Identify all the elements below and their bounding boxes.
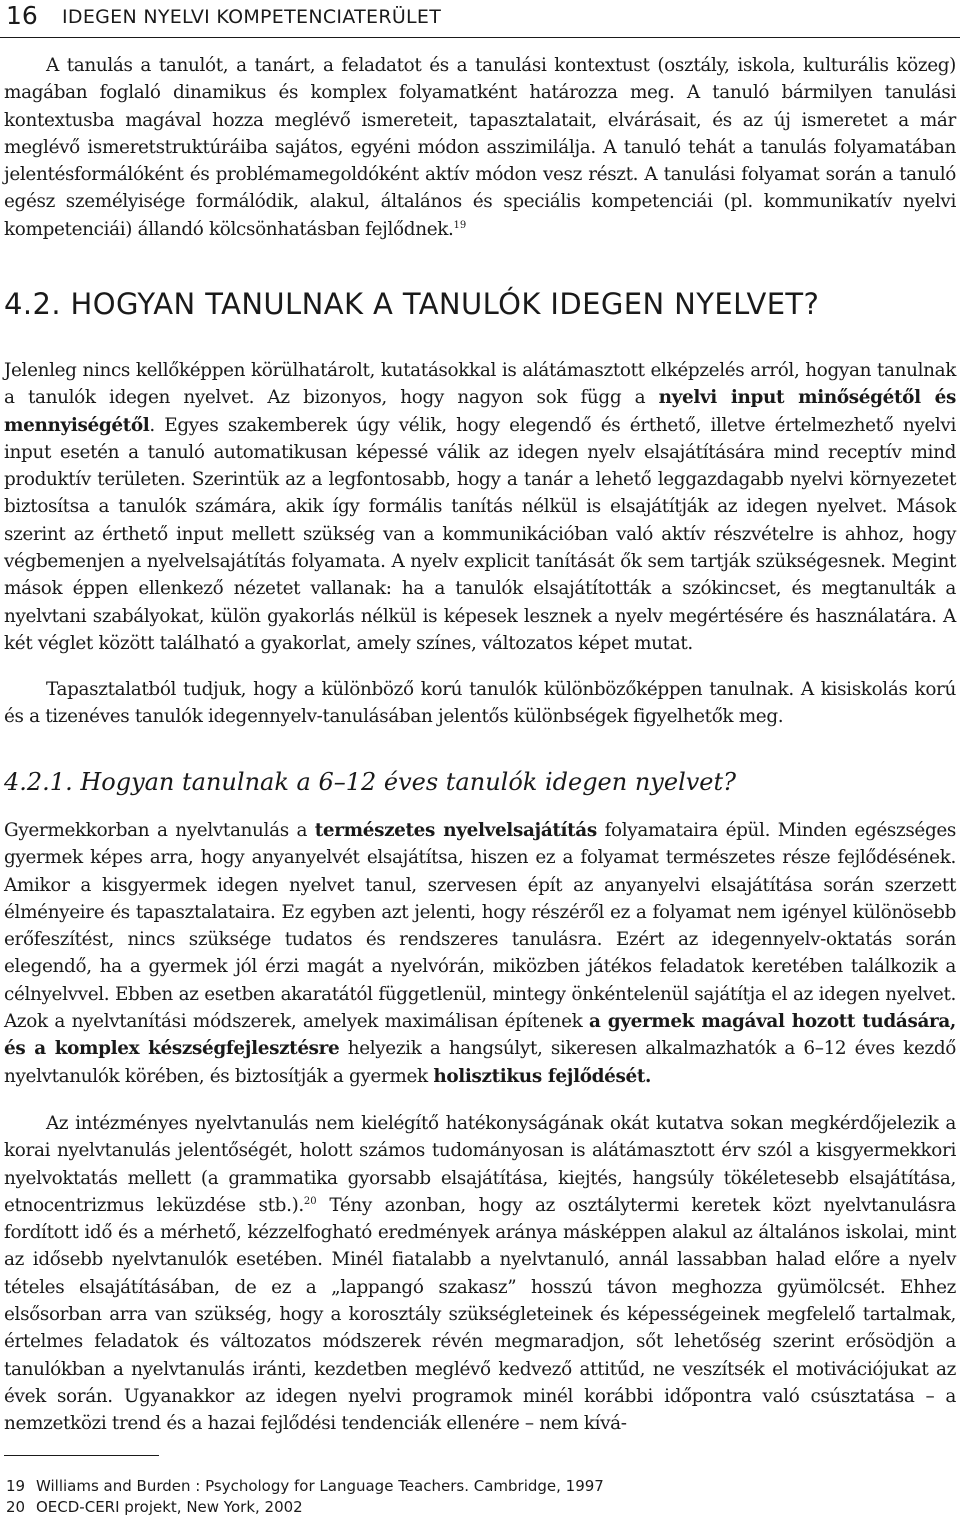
- intro-paragraph: [4, 52, 956, 243]
- page-number: 16: [6, 1, 38, 30]
- bold-run: nyelvi input minőségétől és mennyiségétől: [4, 387, 956, 436]
- header-rule: [0, 37, 960, 38]
- footnote-ref-20[interactable]: 20: [303, 1195, 317, 1207]
- text-run: Tény azonban, hogy az osztálytermi keretek közt nyelvtanulásra fordított idő és a mérhető, kézzelfogható eredmények aránya másképpen alakul az általános iskolai, mint az idősebb nyelvtanulók esetében. Minél fiatalabb a nyelvtanuló, annál lassabban halad előre a nyelv tételes elsajátításában, de ez a „lappangó szakasz” hosszú távon meghozza gyümölcsét. Ehhez elsősorban arra van szükség, hogy a korosztály szükségleteinek és képességeinek megfelelő tartalmak, értelmes feladatok és változatos módszerek révén megmaradjon, sőt lehetőség szerint erősödjön a tanulókban a nyelvtanulás iránti, kezdetben meglévő kedvező attitűd, ne veszítsék el motivációjukat az évek során. Ugyanakkor az idegen nyelvi programok minél korábbi időpontra való csúsztatása – a nemzetközi trend és a hazai fejlődési tendenciák ellenére – nem kívá-: [4, 1194, 956, 1435]
- footnote-text: Williams and Burden : Psychology for Language Teachers. Cambridge, 1997: [36, 1477, 604, 1495]
- text-run: folyamataira épül. Minden egészséges gyermek képes arra, hogy anyanyelvét elsajátítsa, hiszen ez a folyamat természetes része fejlődésének. Amikor a kisgyermek idegen nyelvet tanul, szervesen épít az anyanyelvi elsajátítása során szerzett élményeire és tapasztalataira. Ez egyben azt jelenti, hogy részéről ez a folyamat nem igényel különösebb erőfeszítést, nincs szüksége tudatos és rendszeres tanulásra. Ezért az idegennyelv-oktatás során elegendő, ha a gyermek jól érzi magát a nyelvórán, miközben játékos feladatok keretében találkozik a célnyelvvel. Ebben az esetben akaratától függetlenül, mintegy önkéntelenül sajátítja el az idegen nyelvet. Azok a nyelvtanítási módszerek, amelyek maximálisan építenek: [4, 820, 956, 1033]
- footnote-19: [6, 1476, 604, 1496]
- running-title: IDEGEN NYELVI KOMPETENCIATERÜLET: [62, 6, 442, 28]
- footnote-text: OECD-CERI projekt, New York, 2002: [36, 1498, 303, 1516]
- page-header: [0, 0, 960, 38]
- section-4-2-1-paragraph-2: [4, 1110, 956, 1438]
- bold-run: a gyermek magával hozott tudására, és a komplex készségfejlesztésre: [4, 1011, 956, 1060]
- footnote-20: [6, 1497, 303, 1517]
- footnote-number: 20: [6, 1498, 26, 1516]
- text-run: Gyermekkorban a nyelvtanulás a: [4, 820, 315, 841]
- text-run: Jelenleg nincs kellőképpen körülhatárolt, kutatásokkal is alátámasztott elképzelés arról, hogyan tanulnak a tanulók idegen nyelvet. Az bizonyos, hogy nagyon sok függ a: [4, 360, 956, 409]
- section-heading-4-2: 4.2. HOGYAN TANULNAK A TANULÓK IDEGEN NYELVET?: [4, 287, 820, 321]
- footnote-number: 19: [6, 1477, 26, 1495]
- text-run: Az intézményes nyelvtanulás nem kielégítő hatékonyságának okát kutatva sokan megkérdőjelezik a korai nyelvtanulás jelentőségét, holott számos tudományosan is alátámasztott érv szól a kisgyermekkori nyelvoktatás mellett (a grammatika gyorsabb elsajátítása, kiejtés, hangsúly tökéletesebb elsajátítása, etnocentrizmus leküzdése stb.).: [4, 1113, 956, 1216]
- intro-text: A tanulás a tanulót, a tanárt, a feladatot és a tanulási kontextust (osztály, iskola, kulturális közeg) magában foglaló dinamikus és komplex folyamatként határozza meg. A tanuló bármilyen tanulási kontextusba magával hozza meglévő ismereteit, tapasztalatait, elvárásait, és az új ismeretet a már meglévő ismeretstruktúráiba sajátos, egyéni módon asszimilálja. A tanuló tehát a tanulás folyamatában jelentésformálóként és problémamegoldóként aktív módon vesz részt. A tanulási folyamat során a tanuló egész személyisége formálódik, alakul, általános és speciális kompetenciái (pl. kommunikatív nyelvi kompetenciái) állandó kölcsönhatásban fejlődnek.: [4, 55, 956, 240]
- text-run: . Egyes szakemberek úgy vélik, hogy elegendő és érthető, illetve értelmezhető nyelvi input esetén a tanuló automatikusan képessé válik az idegen nyelv elsajátítására mind receptív mind produktív területen. Szerintük az a legfontosabb, hogy a tanár a lehető leggazdagabb nyelvi környezetet biztosítsa a tanulók számára, akik így formális tanítás nélkül is elsajátítják az idegen nyelvet. Mások szerint az érthető input mellett szükség van a kommunikációban való aktív részvételre is ahhoz, hogy végbemenjen a nyelvelsajátítás folyamata. A nyelv explicit tanítását ők sem tartják szükségesnek. Megint mások éppen ellenkező nézetet vallanak: ha a tanulók elsajátították a szókincset, és megtanulták a nyelvtani szabályokat, külön gyakorlás nélkül is képesek lesznek a nyelv megértésére és használatára. A két véglet között található a gyakorlat, amely színes, változatos képet mutat.: [4, 414, 956, 654]
- footnote-rule: [4, 1455, 159, 1456]
- text-run: helyezik a hangsúlyt, sikeresen alkalmazhatók a 6–12 éves kezdő nyelvtanulók körében, és biztosítják a gyermek: [4, 1038, 956, 1087]
- section-heading-4-2-1: 4.2.1. Hogyan tanulnak a 6–12 éves tanulók idegen nyelvet?: [4, 768, 737, 796]
- footnote-ref-19[interactable]: 19: [453, 219, 467, 231]
- bold-run: holisztikus fejlődését.: [433, 1065, 652, 1087]
- section-4-2-1-paragraph-1: [4, 817, 956, 1090]
- bold-run: természetes nyelvelsajátítás: [314, 820, 597, 841]
- section-4-2-paragraph-1: [4, 357, 956, 657]
- section-4-2-paragraph-2: Tapasztalatból tudjuk, hogy a különböző korú tanulók különbözőképpen tanulnak. A kisiskolás korú és a tizenéves tanulók idegennyelv-tanulásában jelentős különbségek figyelhetők meg.: [4, 679, 956, 728]
